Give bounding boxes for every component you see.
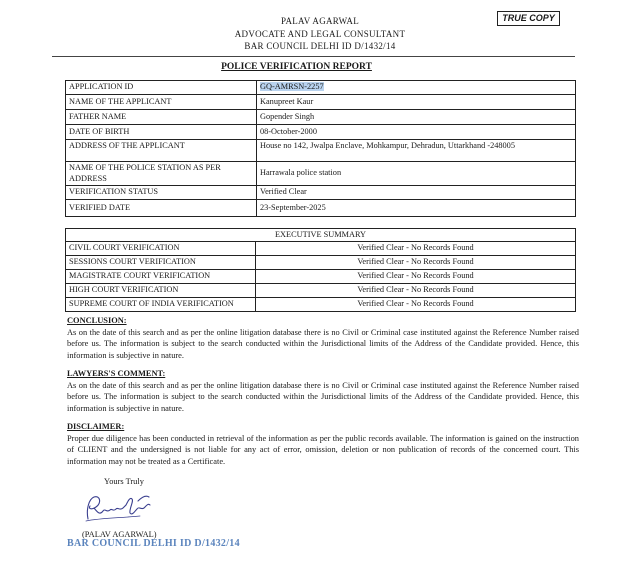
table-row	[66, 200, 576, 217]
table-row	[66, 242, 576, 256]
row-label: HIGH COURT VERIFICATION	[66, 284, 256, 298]
table-header-row	[66, 229, 576, 242]
row-value: Verified Clear - No Records Found	[256, 298, 576, 312]
row-label: MAGISTRATE COURT VERIFICATION	[66, 270, 256, 284]
row-value: Verified Clear - No Records Found	[256, 270, 576, 284]
row-label: NAME OF THE POLICE STATION AS PER ADDRESS	[66, 162, 257, 186]
disclaimer-text: Proper due diligence has been conducted in retrieval of the information as per the public records available. The information is gained on the instruction of CLIENT and the undersigned is not liable for any act of error, omission, deletion or non publication of records of the concerned court. This information may not be treated as a Certificate.	[67, 433, 579, 466]
row-value	[257, 81, 576, 95]
row-label: DATE OF BIRTH	[66, 125, 257, 140]
conclusion-heading: CONCLUSION:	[67, 316, 127, 325]
applicant-info-table	[65, 80, 576, 217]
application-id-value: GQ-AMRSN-2257	[260, 82, 324, 92]
table-row	[66, 298, 576, 312]
lawyers-comment-text: As on the date of this search and as per the online litigation database there is no Civil or Criminal case instituted against the Reference Number raised before us. The information is subject to the search conducted within the Jurisdictional limits of the Address of the Candidate provided. Hence, this information is subjective in nature.	[67, 380, 579, 413]
row-label: ADDRESS OF THE APPLICANT	[66, 140, 257, 162]
row-value: Verified Clear - No Records Found	[256, 242, 576, 256]
lawyers-comment-section	[67, 368, 579, 414]
row-label: SESSIONS COURT VERIFICATION	[66, 256, 256, 270]
disclaimer-section	[67, 421, 579, 467]
row-value: Verified Clear - No Records Found	[256, 284, 576, 298]
row-value: Verified Clear	[257, 186, 576, 200]
row-value: 23-September-2025	[257, 200, 576, 217]
table-row	[66, 110, 576, 125]
table-row	[66, 140, 576, 162]
row-value: Kanupreet Kaur	[257, 95, 576, 110]
advocate-role: ADVOCATE AND LEGAL CONSULTANT	[234, 28, 406, 39]
table-row	[66, 81, 576, 95]
closing-salutation: Yours Truly	[104, 477, 144, 486]
conclusion-section	[67, 315, 579, 361]
advocate-bar-id: BAR COUNCIL DELHI ID D/1432/14	[244, 41, 396, 51]
disclaimer-heading: DISCLAIMER:	[67, 422, 125, 431]
letterhead	[0, 15, 627, 53]
header-divider	[52, 56, 575, 57]
row-label: SUPREME COURT OF INDIA VERIFICATION	[66, 298, 256, 312]
row-label: FATHER NAME	[66, 110, 257, 125]
lawyers-comment-heading: LAWYERS'S COMMENT:	[67, 369, 166, 378]
table-row	[66, 95, 576, 110]
row-value: Gopender Singh	[257, 110, 576, 125]
row-label: NAME OF THE APPLICANT	[66, 95, 257, 110]
table-row	[66, 256, 576, 270]
table-row	[66, 270, 576, 284]
advocate-name: PALAV AGARWAL	[280, 16, 359, 26]
report-title: POLICE VERIFICATION REPORT	[221, 62, 372, 72]
row-value: Verified Clear - No Records Found	[256, 256, 576, 270]
table-row	[66, 162, 576, 186]
row-value: House no 142, Jwalpa Enclave, Mohkampur, Dehradun, Uttarkhand -248005	[257, 140, 576, 162]
row-label: VERIFICATION STATUS	[66, 186, 257, 200]
row-label: CIVIL COURT VERIFICATION	[66, 242, 256, 256]
signatory-name: (PALAV AGARWAL)	[82, 530, 157, 539]
true-copy-stamp: TRUE COPY	[497, 11, 560, 26]
row-value: 08-October-2000	[257, 125, 576, 140]
table-row	[66, 125, 576, 140]
table-row	[66, 186, 576, 200]
row-value: Harrawala police station	[257, 162, 576, 186]
executive-summary-heading: EXECUTIVE SUMMARY	[66, 229, 576, 242]
conclusion-text: As on the date of this search and as per the online litigation database there is no Civil or Criminal case instituted against the Reference Number raised before us. The information is subject to the search conducted within the Jurisdictional limits of the Address of the Candidate provided. Hence, this information is subjective in nature.	[67, 327, 579, 360]
executive-summary-table	[65, 228, 576, 312]
row-label: VERIFIED DATE	[66, 200, 257, 217]
table-row	[66, 284, 576, 298]
signature-icon	[80, 491, 158, 527]
signatory-bar-id: BAR COUNCIL DELHI ID D/1432/14	[67, 538, 240, 549]
row-label: APPLICATION ID	[66, 81, 257, 95]
